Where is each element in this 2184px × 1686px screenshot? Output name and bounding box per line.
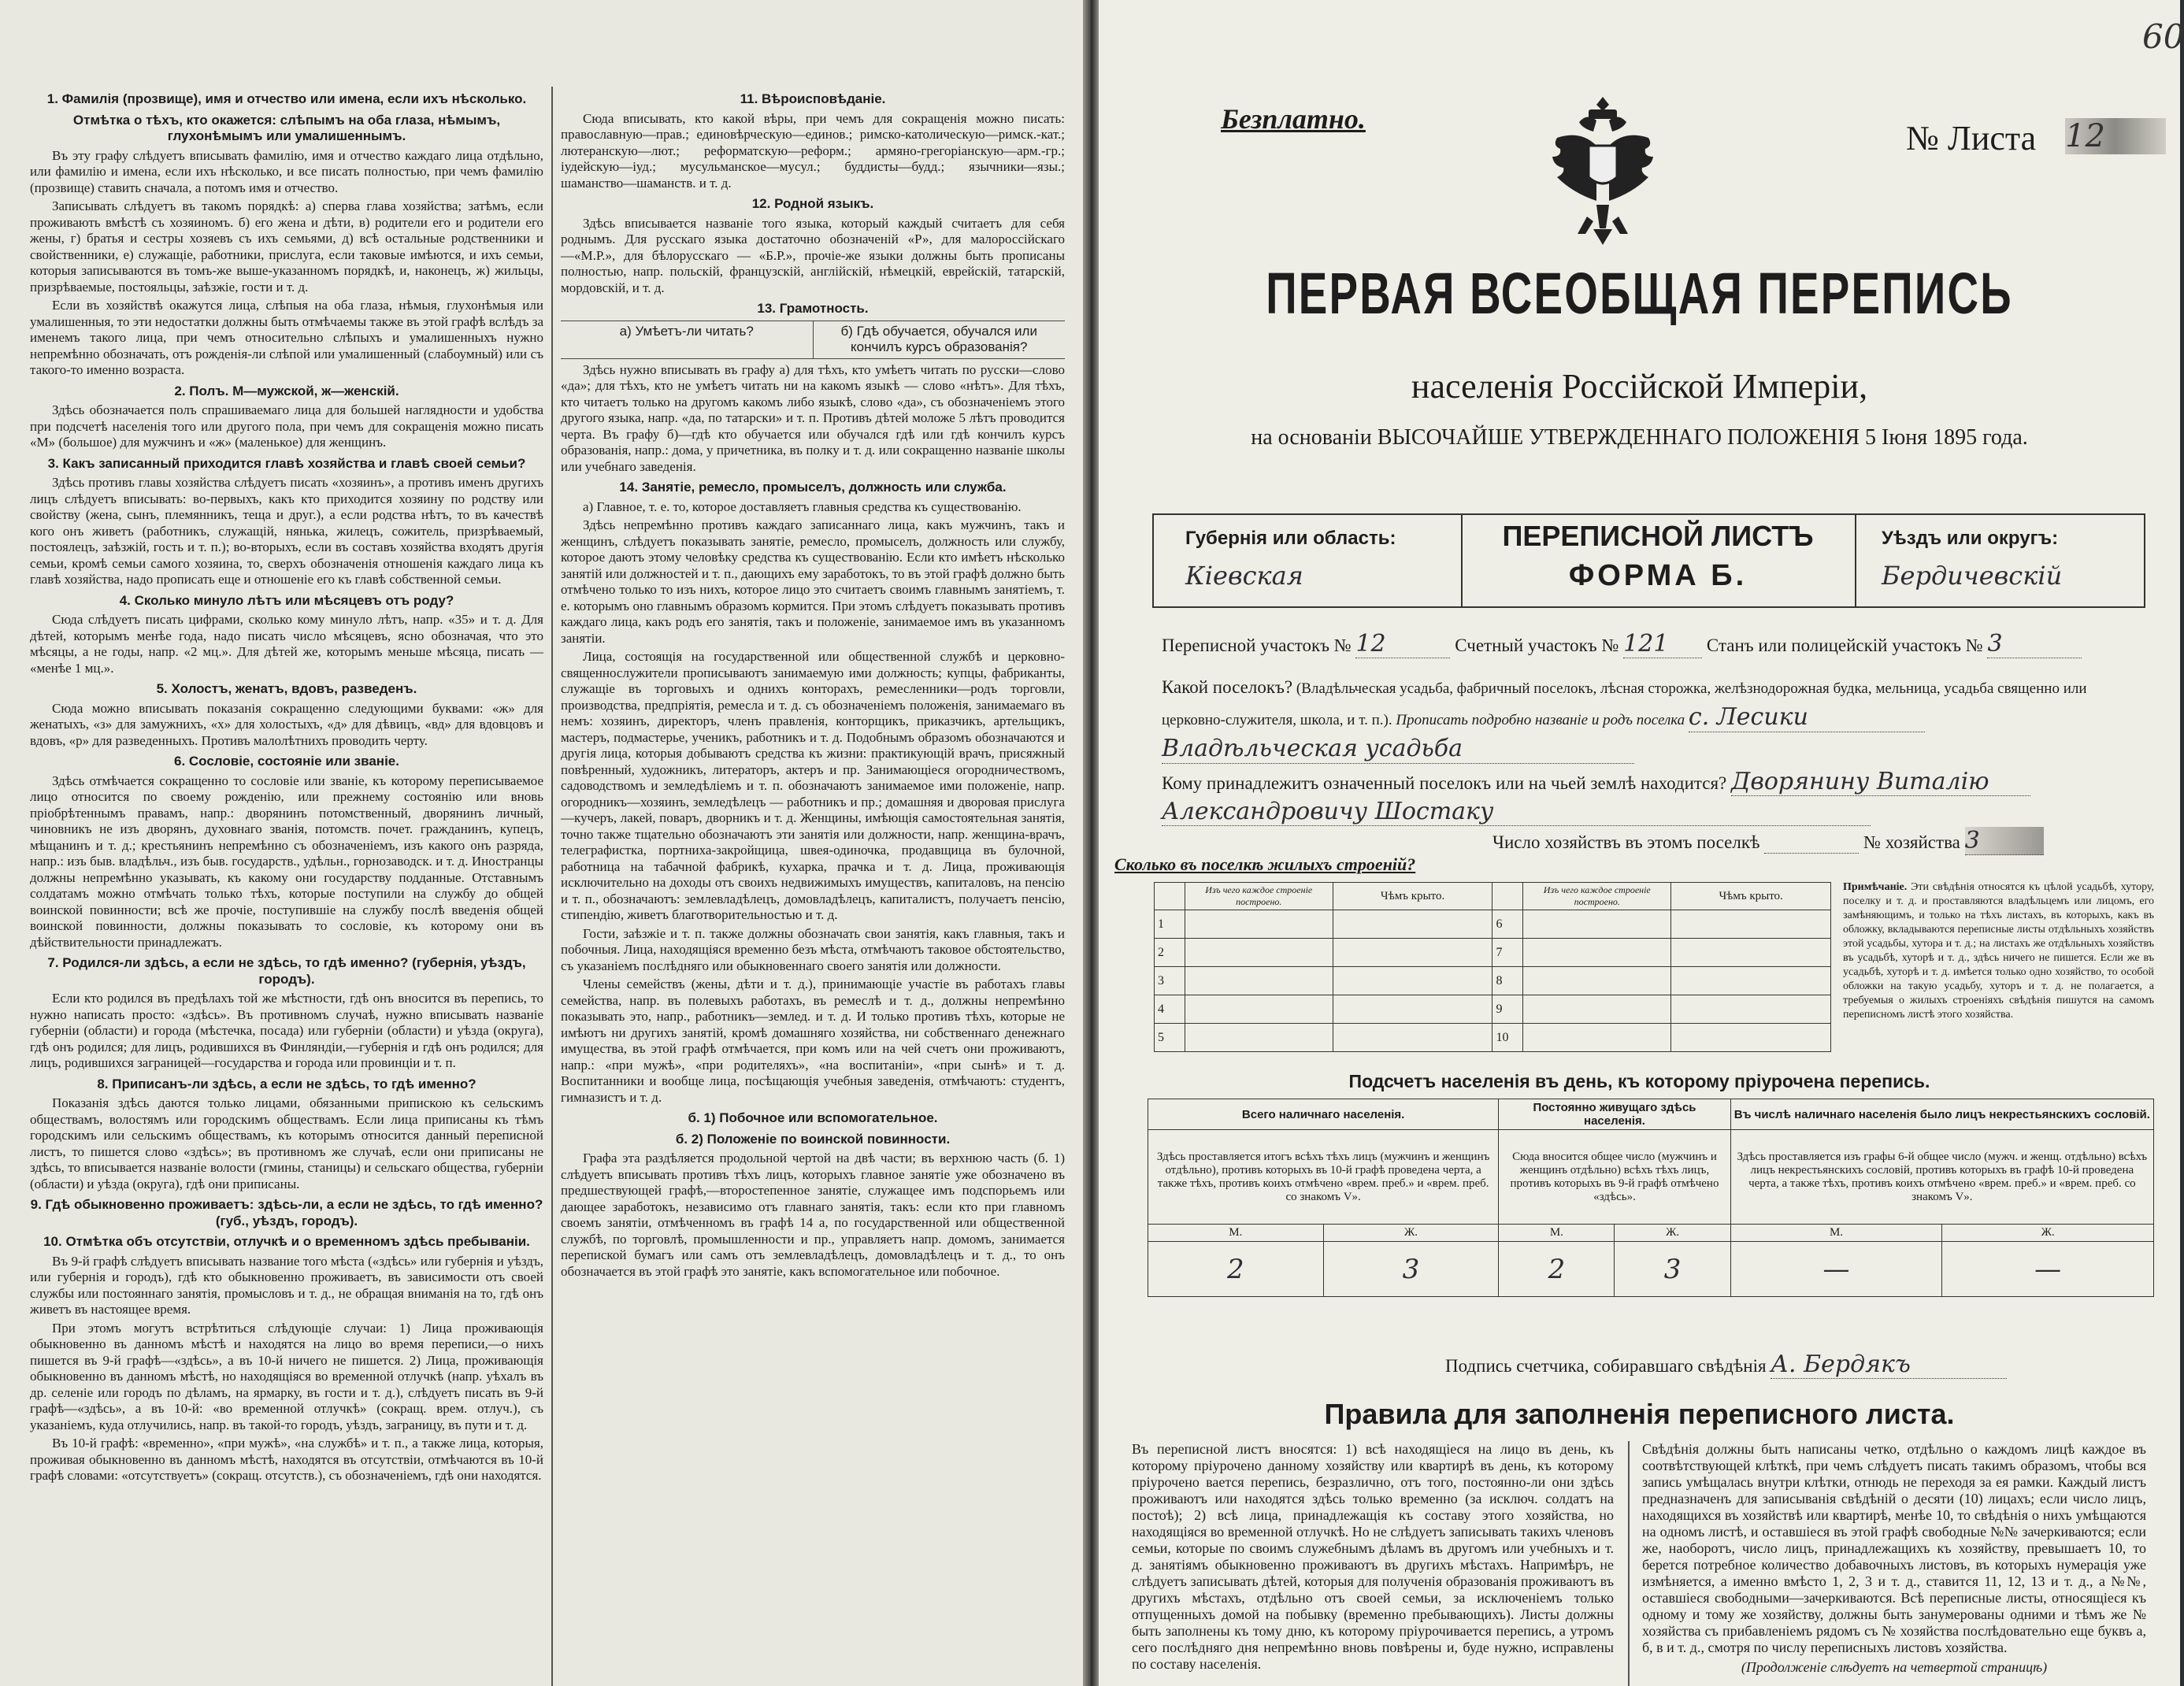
instruction-paragraph: Здѣсь противъ главы хозяйства слѣдуетъ писать «хозяинъ», а противъ именъ другихъ лицъ слѣдуетъ вписывать: во-первыхъ, какъ кто приходится хозяину по родству или свойству (жена, сынъ, племянникъ, теща и друг.), а если родства нѣтъ, то въ качествѣ кого онъ живетъ (работникъ, служащій, нянька, жилецъ, сожитель, призрѣваемый, постоялецъ, заѣзжій, гость и т. п.); во-вторыхъ, если въ составъ хозяйства входятъ другія семьи, кромѣ семьи самого хозяина, то, сверхъ обозначенія отношенія каждаго лица къ главѣ хозяйства, надо прописать еще и отношеніе его къ главѣ собственной семьи. (30, 475, 543, 587)
document-subtitle: населенія Россійской Имперіи, (1411, 367, 1868, 406)
instruction-paragraph: Здѣсь отмѣчается сокращенно то сословіе или званіе, къ которому переписываемое лицо относится по своему рожденію, или прежнему состоянію или вновь пріобрѣтеннымъ правамъ, напр.: дворянинъ потомственный, дворянинъ личный, чиновникъ не изъ дворянъ, духовнаго званія, потомств. почет. гражданинъ, купецъ, мѣщанинъ и т. д.; крестьянинъ непремѣнно съ обозначеніемъ, изъ какого онъ разряда, напр.: изъ быв. владѣльч., изъ быв. государств., удѣльн., горнозаводск. и т. д. Иностранцы должны непремѣнно указывать, къ какому они государству подданные. Отставнымъ солдатамъ можно отмѣчать только тѣхъ, которые поступили на службу до общей воинской повинности; всѣ же прочіе, поступившіе на службу послѣ введенія общей воинской повинности, должны показывать то сословіе, къ которому они въ дѣйствительности принадлежатъ. (30, 773, 543, 950)
houses-material-cell (1523, 1024, 1671, 1052)
form-header-box (1152, 513, 2145, 608)
houses-note-text: Эти свѣдѣнія относятся къ цѣлой усадьбѣ, хутору, поселку и т. д. и проставляются владѣльцемъ или лицомъ, его замѣняющимъ, и только на тѣхъ листахъ, въ которыхъ, какъ въ обложку, вкладываются переписные листы отдѣльныхъ хозяйствъ этой усадьбы, хутора и т. д.; на листахъ же отдѣльныхъ хозяйствъ въ усадьбѣ, хуторѣ и т. д., здѣсь ничего не пишется. Если же въ усадьбѣ, хуторѣ и т. д. имѣется только одно хозяйство, то особой обложки на такую усадьбу, хуторъ и т. д. не полагается, а требуемыя о жилыхъ строеніяхъ свѣдѣнія пишутся на самомъ переписномъ листѣ этого хозяйства. (1843, 881, 2155, 1021)
section-heading: 14. Занятіе, ремесло, промыселъ, должность или служба. (619, 480, 1007, 495)
household-no-label: № хозяйства (1863, 832, 1960, 852)
houses-col-roof: Чѣмъ крыто. (1333, 883, 1492, 910)
count-district-label: Счетный участокъ № (1455, 635, 1619, 655)
houses-row-number: 3 (1155, 967, 1185, 995)
section-heading: 10. Отмѣтка объ отсутствіи, отлучкѣ и о временномъ здѣсь пребываніи. (43, 1234, 530, 1249)
counter-signature: А. Бердякъ (1771, 1351, 2007, 1379)
pop-f-label: Ж. (1323, 1225, 1499, 1242)
literacy-split-header (561, 321, 1065, 359)
pop-perm-m: 2 (1499, 1242, 1615, 1297)
houses-roof-cell (1333, 939, 1492, 967)
section-heading: б. 1) Побочное или вспомогательное. (688, 1110, 938, 1125)
instruction-paragraph: Здѣсь обозначается полъ спрашиваемаго лица для большей наглядности и удобства при подсчетѣ населенія того или другого пола, при чемъ для сокращенія можно писать «М» (большое) для мужчинъ и «ж» (маленькое) для женщинъ. (30, 402, 543, 450)
pop-col-total-text: Здѣсь проставляется итогъ всѣхъ тѣхъ лицъ (мужчинъ и женщинъ отдѣльно), противъ которыхъ въ 10-й графѣ проведена черта, а также тѣхъ, противъ коихъ отмѣчено «врем. преб.» и «врем. преб. со знакомъ V». (1148, 1130, 1499, 1225)
pop-col-perm-text: Сюда вносится общее число (мужчинъ и женщинъ отдѣльно) всѣхъ тѣхъ лицъ, противъ которыхъ въ 9-й графѣ отмѣчено «здѣсь». (1499, 1130, 1730, 1225)
instructions-column-1 (30, 87, 543, 1686)
instruction-paragraph: Если въ хозяйствѣ окажутся лица, слѣпыя на оба глаза, нѣмыя, глухонѣмыя или умалишенныя, то эти недостатки должны быть отмѣчаемы также въ этой графѣ вслѣдъ за именемъ такого лица, при чемъ относительно слѣпыхъ и умалишенныхъ нужно непремѣнно обозначать, отъ рожденія-ли слѣпой или умалишенный (слабоумный) или съ такого-то именно возраста. (30, 298, 543, 377)
houses-row-number: 9 (1492, 995, 1523, 1024)
stan-value: 3 (1987, 630, 2082, 658)
counter-label: Подпись счетчика, собиравшаго свѣдѣнія (1445, 1356, 1767, 1376)
instruction-paragraph: Гости, заѣзжіе и т. п. также должны обозначать свои занятія, какъ главныя, такъ и побочныя. Лица, находящіяся временно безъ мѣста, отмѣчаютъ таковое обстоятельство, съ указаніемъ послѣдняго или обыкновеннаго своего занятія или должности. (561, 925, 1065, 973)
count-district-value: 121 (1623, 630, 1702, 658)
instruction-paragraph: Если кто родился въ предѣлахъ той же мѣстности, гдѣ онъ вносится въ перепись, то нужно написать просто: «здѣсь». Въ противномъ случаѣ, нужно вписывать названіе губерніи (области) и города (мѣстечка, посада) или губерніи (области) и уѣзда (округа), гдѣ онъ родился; для лицъ, родившихся въ Финляндіи,—губернія и гдѣ онъ родился; для лицъ, родившихся заграницей—государства и города или провинціи и т. п. (30, 991, 543, 1070)
owner-line-2 (1162, 798, 1871, 826)
instruction-paragraph: Графа эта раздѣляется продольной чертой на двѣ части; въ верхнюю часть (б. 1) слѣдуетъ вписывать противъ тѣхъ лицъ, которыхъ главное занятіе уже обозначено въ предшествующей графѣ,—второстепенное занятіе, служащее имъ подспорьемъ или дающее заработокъ, независимо отъ главнаго занятія, такъ: если кто при главномъ своемъ занятіи, отмѣченномъ въ графѣ 14 а, по государственной или общественной службѣ, по торговлѣ, промышленности и пр., управляетъ напр. домомъ, занимается перепиской бумагъ или самъ отъ землевладѣлецъ, домовладѣлецъ и т. д., то онъ обозначается въ этой графѣ это занятіе, какъ вспомогательное или побочное. (561, 1151, 1065, 1279)
houses-row-number: 2 (1155, 939, 1185, 967)
pop-nonpeas-f: — (1942, 1242, 2154, 1297)
section-heading: 9. Гдѣ обыкновенно проживаетъ: здѣсь-ли, а если не здѣсь, то гдѣ именно? (губ., уѣздъ, городъ). (30, 1197, 543, 1228)
houses-roof-cell (1671, 910, 1831, 939)
houses-material-cell (1523, 939, 1671, 967)
houses-material-cell (1523, 910, 1671, 939)
uezd-cell (1855, 515, 2144, 606)
pop-perm-f: 3 (1615, 1242, 1730, 1297)
instruction-paragraph: а) Главное, т. е. то, которое доставляетъ главныя средства къ существованію. (583, 498, 1022, 514)
houses-row-number: 1 (1155, 910, 1185, 939)
section-heading: Отмѣтка о тѣхъ, кто окажется: слѣпымъ на оба глаза, нѣмымъ, глухонѣмымъ или умалишеннымъ. (72, 112, 501, 143)
instruction-paragraph: Здѣсь непремѣнно противъ каждаго записаннаго лица, какъ мужчинъ, такъ и женщинъ, слѣдуетъ показывать занятіе, ремесло, промыселъ, должность или службу, которое даютъ этому человѣку средства къ существованію. Если кто имѣетъ нѣсколько занятій или должностей и т. п., дающихъ ему заработокъ, то въ этой графѣ должно быть отмѣчено только то изъ нихъ, которое лицо это считаетъ своимъ главнымъ занятіемъ, т. е. которымъ оно главнымъ образомъ кормится. При этомъ слѣдуетъ показывать противъ каждаго лица, какъ родъ его занятія, такъ и положеніе, занимаемое имъ въ указанномъ занятіи. (561, 517, 1065, 646)
census-district-value: 12 (1355, 630, 1450, 658)
houses-col-material-2: Изъ чего каждое строеніе построено. (1523, 883, 1671, 910)
guberniya-cell (1154, 515, 1463, 606)
instruction-paragraph: Въ 9-й графѣ слѣдуетъ вписывать название того мѣста («здѣсь» или губернія и уѣздъ, или губернія и городъ), гдѣ кто обыкновенно проживаетъ, въ зависимости отъ своей службы или постояннаго занятія, промысловъ и т. д., не обращая вниманія на то, гдѣ онъ живетъ въ настоящее время. (30, 1253, 543, 1317)
houses-material-cell (1185, 995, 1333, 1024)
form-title-cell (1461, 515, 1856, 606)
houses-row (1155, 910, 1831, 939)
household-no-value: 3 (1965, 827, 2044, 855)
houses-material-cell (1185, 910, 1333, 939)
continued-note: (Продолженіе слѣдуетъ на четвертой страницѣ) (1741, 1659, 2048, 1675)
instruction-paragraph: Лица, состоящія на государственной или общественной службѣ и церковно-священнослужители прописываютъ занимаемую ими должность; купцы, фабриканты, служащіе въ торговыхъ и однихъ конторахъ, ремесленники—родъ торговли, производства, предпріятія, ремесла и т. д. съ обозначеніемъ положенія, занимаемаго въ немъ: хозяинъ, директоръ, членъ правленія, конторщикъ, приказчикъ, артельщикъ, мастеръ, подмастерье, ученикъ, работникъ и т. д. Подобнымъ образомъ обозначаются и другія лица, которыя добываютъ средства къ жизни: практикующій врачъ, присяжный повѣренный, художникъ, литераторъ, актеръ и пр. Занимающіеся огородничествомъ, садоводствомъ и земледѣліемъ и т. п. обозначаютъ занимаемое ими положеніе, напр. огородникъ—хозяинъ, земледѣлецъ — работникъ и пр.; домашняя и дворовая прислуга—кучеръ, лакей, поваръ, дворникъ и т. д. Женщины, имѣющія самостоятельная занятія, точно также тщательно обозначаютъ эти занятія или должности, напр. женщина-врачъ, телеграфистка, портниха-закройщица, швея-одиночка, продавщица въ булочной, работница на табачной фабрикѣ, кухарка, прачка и т. д. Лица, проживающія исключительно на доходы отъ своихъ недвижимыхъ имуществъ, капиталовъ, на пенсію и т. п., обозначаютъ: землевладѣлецъ, домовладѣлецъ, капиталистъ, получаетъ пенсію, стипендію, живетъ благотворительностью и т. д. (561, 649, 1065, 922)
pop-nonpeas-m: — (1730, 1242, 1942, 1297)
instruction-paragraph: При этомъ могутъ встрѣтиться слѣдующіе случаи: 1) Лица проживающія обыкновенно въ данномъ мѣстѣ и находятся на лицо во время переписи,—о нихъ пишется въ 9-й графѣ—«здѣсь», а въ 10-й ничего не пишется. 2) Лица, проживающія обыкновенно въ данномъ мѣстѣ, но находящіяся во временной отлучкѣ (напр. уѣхалъ въ др. селеніе или городъ по дѣламъ, на ярмарку, въ гости и т. д.), слѣдуетъ писать въ 9-й графѣ—«здѣсь», а въ 10-й: «во временной отлучкѣ» (сокращ. врем. отлуч.), съ указаніемъ, куда отлучились, напр. въ такой-то городъ, уѣздъ, заграницу, въ пути и т. д. (30, 1320, 543, 1432)
pop-col-nonpeas-text: Здѣсь проставляется изъ графы 6-й общее число (мужч. и женщ. отдѣльно) всѣхъ лицъ некрестьянскихъ сословій, противъ которыхъ въ графѣ 10-й проведена черта, а также тѣхъ, противъ коихъ отмѣчено «врем. преб.» и «врем. преб. со знакомъ V». (1730, 1130, 2153, 1225)
houses-roof-cell (1333, 910, 1492, 939)
instructions-column-2 (561, 87, 1065, 1686)
houses-material-cell (1523, 995, 1671, 1024)
instruction-paragraph: Записывать слѣдуетъ въ такомъ порядкѣ: а) сперва глава хозяйства; затѣмъ, если проживають вмѣстѣ съ хозяиномъ. б) его жена и дѣти, в) родители его и родители его жены, г) братья и сестры хозяевъ съ ихъ семьями, д) всѣ остальные родственники и свойственники, е) служащіе, работники, прислуга, если таковые имѣются, и ихъ семьи, которыя записываются въ томъ-же выше-указанномъ порядкѣ, и, наконецъ, ж) жильцы, призрѣваемые, постояльцы, заѣзжіе, гости и т. д. (30, 198, 543, 295)
owner-value: Дворянину Виталію (1731, 768, 2030, 796)
document-title: ПЕРВАЯ ВСЕОБЩАЯ ПЕРЕПИСЬ (1266, 261, 2013, 326)
book-spine (1083, 0, 1099, 1686)
houses-col-roof-2: Чѣмъ крыто. (1671, 883, 1831, 910)
households-line (1492, 827, 2044, 855)
settlement-label: Какой поселокъ? (1162, 677, 1293, 697)
houses-row (1155, 995, 1831, 1024)
section-heading: 11. Вѣроисповѣданіе. (740, 91, 886, 106)
imperial-eagle-emblem (1548, 91, 1658, 264)
houses-material-cell (1185, 939, 1333, 967)
settlement-value: с. Лесики (1689, 703, 1925, 732)
houses-material-cell (1523, 967, 1671, 995)
instruction-paragraph: Сюда можно вписывать показанія сокращенно следующими буквами: «ж» для женатыхъ, «з» для замужнихъ, «х» для холостыхъ, «д» для дѣвицъ, «вд» для вдовцовъ и вдовъ, «р» для разведенныхъ. Противъ малолѣтнихъ проводить черту. (30, 700, 543, 748)
houses-note-title: Примѣчаніе. (1843, 881, 1908, 893)
guberniya-label: Губернія или область: (1185, 528, 1396, 549)
houses-row-number: 6 (1492, 910, 1523, 939)
houses-title: Сколько въ поселкѣ жилыхъ строеній? (1114, 854, 1416, 874)
pop-total-m: 2 (1148, 1242, 1324, 1297)
sheet-number-label: № Листа (1906, 119, 2037, 157)
section-heading: 2. Полъ. М—мужской, ж—женскій. (174, 383, 399, 398)
owner-value-2: Александровичу Шостаку (1162, 798, 1871, 826)
form-title: ПЕРЕПИСНОЙ ЛИСТЪ (1502, 520, 1814, 552)
houses-row (1155, 939, 1831, 967)
section-heading: 7. Родился-ли здѣсь, а если не здѣсь, то гдѣ именно? (губернія, уѣздъ, городъ). (47, 955, 526, 987)
houses-material-cell (1185, 967, 1333, 995)
houses-material-cell (1185, 1024, 1333, 1052)
free-label: Безплатно. (1221, 103, 1366, 135)
instruction-paragraph: Здѣсь нужно вписывать въ графу а) для тѣхъ, кто умѣетъ читать по русски—слово «да»; для тѣхъ, кто не умѣетъ читать ни на какомъ языкѣ — слово «нѣтъ». Для тѣхъ, кто читаетъ только на другомъ какомъ либо языкѣ, слово «да», съ обозначеніемъ этого другого языка, напр. «да, по татарски» и т. п. Противъ дѣтей моложе 5 лѣтъ проводится черта. Въ графу б)—гдѣ кто обучается или обучался гдѣ или гдѣ кончилъ курсъ образованія, напр.: дома, у причетника, въ полку и т. д. или сокращенно названіе школы или учебнаго заведенія. (561, 361, 1065, 474)
instruction-paragraph: Члены семействъ (жены, дѣти и т. д.), принимающіе участіе въ работахъ главы семейства, напр. въ полевыхъ работахъ, въ ремеслѣ и т. д., должны непремѣнно показывать это, напр., работникъ—землед. и т. д. И только противъ тѣхъ, которые не имѣютъ ни другихъ занятій, кромѣ домашняго хозяйства, ни собственнаго денежнаго имущества, въ этой графѣ отмѣчается, при комъ или на чей счетъ они проживаютъ, напр.: «при мужѣ», «при родителяхъ», «на воспитаніи», «при сынѣ» и т. д. Воспитанники и вообще лица, посѣщающія учебныя заведенія, отмѣчаютъ: студентъ, гимназистъ и т. д. (561, 976, 1065, 1105)
houses-roof-cell (1671, 1024, 1831, 1052)
literacy-subquestion-b: б) Гдѣ обучается, обучался или кончилъ курсъ образованія? (840, 323, 1037, 354)
houses-roof-cell (1333, 995, 1492, 1024)
houses-row-number: 5 (1155, 1024, 1185, 1052)
houses-table (1154, 882, 1831, 1052)
instruction-paragraph: Въ эту графу слѣдуетъ вписывать фамилію, имя и отчество каждаго лица отдѣльно, или фамилію и имена, если ихъ нѣсколько, и все писать полностью, при чемъ фамилію (прозвище) ставить сначала, а потомъ имя и отчество. (30, 147, 543, 195)
population-title: Подсчетъ населенія въ день, къ которому пріурочена перепись. (1348, 1071, 1930, 1091)
houses-row-number: 8 (1492, 967, 1523, 995)
uezd-label: Уѣздъ или округъ: (1882, 528, 2059, 549)
houses-row-number: 7 (1492, 939, 1523, 967)
houses-col-material: Изъ чего каждое строеніе построено. (1185, 883, 1333, 910)
section-heading: 13. Грамотность. (757, 301, 869, 316)
district-line (1162, 630, 2082, 658)
pop-m-label: М. (1148, 1225, 1324, 1242)
counter-signature-line (1445, 1351, 2007, 1379)
section-heading: 4. Сколько минуло лѣтъ или мѣсяцевъ отъ роду? (119, 592, 454, 608)
pop-col-total-title: Всего наличнаго населенія. (1148, 1099, 1499, 1130)
rules-divider (1628, 1441, 1630, 1686)
settlement-value-2: Владѣльческая усадьба (1162, 735, 1634, 764)
houses-roof-cell (1671, 939, 1831, 967)
houses-row (1155, 1024, 1831, 1052)
houses-roof-cell (1333, 967, 1492, 995)
section-heading: б. 2) Положеніе по воинской повинности. (675, 1131, 951, 1147)
instruction-paragraph: Въ 10-й графѣ: «временно», «при мужѣ», «на службѣ» и т. п., а также лица, которыя, проживая обыкновенно въ данномъ мѣстѣ, находятся въ отсутствіи, отмѣчаются въ 10-й графѣ словами: «отсутствуетъ» (сокращ. отсутств.), съ обозначеніемъ, гдѣ они находятся. (30, 1436, 543, 1483)
settlement-hint2: Прописать подробно названіе и родъ поселка (1396, 712, 1685, 728)
right-page-census-form (1099, 0, 2184, 1686)
instruction-paragraph: Показанія здѣсь даются только лицами, обязанными припискою къ сельскимъ обществамъ, волостямъ или городскимъ обществамъ. Если лица приписаны къ тѣмъ городскимъ или сельскимъ обществамъ, къ которымъ относится данный переписной листъ, то пишется слово «здѣсь»; въ противномъ же случаѣ, если они приписаны не здѣсь, то вписывается названіе волости (гмины, станицы) и сельскаго общества, губерніи (области) и уѣзда (округа), гдѣ они приписаны. (30, 1095, 543, 1191)
houses-row-number: 4 (1155, 995, 1185, 1024)
pop-total-f: 3 (1323, 1242, 1499, 1297)
rules-column-right (1642, 1441, 2146, 1676)
houses-row (1155, 967, 1831, 995)
pop-f-label-3: Ж. (1942, 1225, 2154, 1242)
owner-label: Кому принадлежитъ означенный поселокъ или на чьей землѣ находится? (1162, 773, 1727, 793)
guberniya-value: Кіевская (1185, 561, 1303, 591)
rules-column-left: Въ переписной листъ вносятся: 1) всѣ находящіеся на лицо въ день, къ которому пріурочено данному хозяйству или квартирѣ въ день, къ которому пріурочено вается перепись, безразлично, отъ того, постоянно-ли они здѣсь проживаютъ или находятся здѣсь только временно (за исключ. солдатъ на постоѣ); 2) всѣ лица, принадлежащія къ составу этого хозяйства, но находящіяся во временной отлучкѣ. Но не слѣдуетъ записывать такихъ членовъ семьи, которые по своимъ служебнымъ дѣламъ въ другомъ или учебныхъ и т. д. занятіямъ обыкновенно проживаютъ въ другихъ мѣстахъ. Напримѣръ, не слѣдуетъ записывать дѣтей, которыя для полученія образованія проживаютъ въ другихъ мѣстахъ, отдѣльно отъ своей семьи, за исключеніемъ только отпущенныхъ домой на побывку (временно пребывающихъ). Листы должны быть заполнены къ тому дню, къ которому пріурочивается перепись, а утромъ сего послѣдняго дня непремѣнно вновь повѣрены и, буде нужно, исправлены по составу населенія. (1132, 1441, 1614, 1672)
settlement-hint: (Владѣльческая усадьба, фабричный поселокъ, лѣсная сторожка, желѣзнодорожная будка, мельница, усадьба священно или церковно-служителя, школа, и т. п.). (1162, 680, 2087, 728)
pop-col-perm-title: Постоянно живущаго здѣсь населенія. (1499, 1099, 1730, 1130)
houses-roof-cell (1671, 995, 1831, 1024)
houses-note (1843, 880, 2154, 1022)
page-number: 60 (2142, 17, 2184, 56)
rules-title: Правила для заполненія переписного листа. (1324, 1398, 1955, 1430)
settlement-line (1162, 673, 2123, 766)
section-heading: 12. Родной языкъ. (751, 196, 874, 211)
left-page-instructions (0, 0, 1083, 1686)
owner-line (1162, 768, 2030, 796)
form-name: ФОРМА Б. (1568, 559, 1748, 592)
pop-m-label-2: М. (1499, 1225, 1615, 1242)
legal-basis: на основаніи ВЫСОЧАЙШЕ УТВЕРЖДЕННАГО ПОЛОЖЕНІЯ 5 Іюня 1895 года. (1251, 425, 2028, 450)
census-district-label: Переписной участокъ № (1162, 635, 1352, 655)
rules-right-text: Свѣдѣнія должны быть написаны четко, отдѣльно о каждомъ лицѣ каждое въ соотвѣтствующей клѣткѣ, при чемъ слѣдуетъ писать такимъ образомъ, чтобы вся запись умѣщалась внутри клѣтки, отнюдь не переходя за ея рамки. Каждый листъ предназначенъ для записыванія свѣдѣній о десяти (10) лицахъ; если число лицъ, находящихся въ хозяйствѣ или квартирѣ, менѣе 10, то свѣдѣнія о нихъ умѣщаются на одномъ листѣ, и оставшіеся въ этой графѣ свободные №№ зачеркиваются; если же, наоборотъ, число лицъ, принадлежащихъ къ хозяйству, превышаетъ 10, то берется потребное количество добавочныхъ листовъ, въ которыхъ нумерація уже измѣняется, а именно вмѣсто 1, 2, 3 и т. д., ставится 11, 12, 13 и т. д., а №№, оставшіеся свободными—зачеркиваются. Всѣ переписные листы, относящіеся къ одному и тому же хозяйству, должны быть занумерованы одними и тѣмъ же № хозяйства съ прибавленіемъ рядомъ съ № хозяйства послѣдовательно еще буквъ а, б, в и т. д., смотря по числу переписныхъ листовъ хозяйства. (1642, 1441, 2146, 1655)
uezd-value: Бердичевскій (1882, 561, 2063, 591)
section-heading: 1. Фамилія (прозвище), имя и отчество или имена, если ихъ нѣсколько. (46, 91, 527, 106)
instruction-paragraph: Сюда вписывать, кто какой вѣры, при чемъ для сокращенія можно писать: православную—прав.; единовѣрческую—единов.; римско-католическую—римск.-кат.; лютеранскую—лют.; реформатскую—реформ.; армяно-грегоріанскую—арм.-гр.; іудейскую—іуд.; мусульманское—мусул.; буддисты—будд.; язычники—язы.; шаманство—шаманств. и т. д. (561, 110, 1065, 191)
households-label: Число хозяйствъ въ этомъ поселкѣ (1492, 832, 1760, 852)
section-heading: 6. Сословіе, состояніе или званіе. (174, 754, 399, 769)
section-heading: 3. Какъ записанный приходится главѣ хозяйства и главѣ своей семьи? (47, 455, 526, 471)
sheet-number-value: 12 (2065, 118, 2166, 154)
pop-f-label-2: Ж. (1615, 1225, 1730, 1242)
stan-label: Станъ или полицейскій участокъ № (1706, 635, 1983, 655)
section-heading: 5. Холостъ, женатъ, вдовъ, разведенъ. (156, 681, 417, 696)
instruction-paragraph: Сюда слѣдуетъ писать цифрами, сколько кому минуло лѣтъ, напр. «35» и т. д. Для дѣтей, которымъ менѣе года, надо писать число мѣсяцевъ, ясно обозначая, что это мѣсяцы, а не годы, напр. «2 мц.». Для дѣтей же, которымъ меньше мѣсяца, писать — «менѣе 1 мц.». (30, 612, 543, 676)
pop-col-nonpeas-title: Въ числѣ наличнаго населенія было лицъ некрестьянскихъ сословій. (1730, 1099, 2153, 1130)
section-heading: 8. Приписанъ-ли здѣсь, а если не здѣсь, то гдѣ именно? (97, 1076, 476, 1091)
literacy-subquestion-a: а) Умѣетъ-ли читать? (561, 321, 814, 358)
column-divider (551, 87, 553, 1686)
houses-row-number: 10 (1492, 1024, 1523, 1052)
houses-roof-cell (1333, 1024, 1492, 1052)
instruction-paragraph: Здѣсь вписывается названіе того языка, который каждый считаетъ для себя роднымъ. Для русскаго языка достаточно обозначеній «Р», для малороссійскаго—«М.Р.», для бѣлорусскаго — «Б.Р.», прочіе-же языки должны быть прописаны полностью, напр. польскій, французскій, англійскій, нѣмецкій, еврейскій, татарскій, мордовскій, и т. д. (561, 215, 1065, 295)
houses-roof-cell (1671, 967, 1831, 995)
pop-m-label-3: М. (1730, 1225, 1942, 1242)
population-table (1148, 1099, 2154, 1297)
